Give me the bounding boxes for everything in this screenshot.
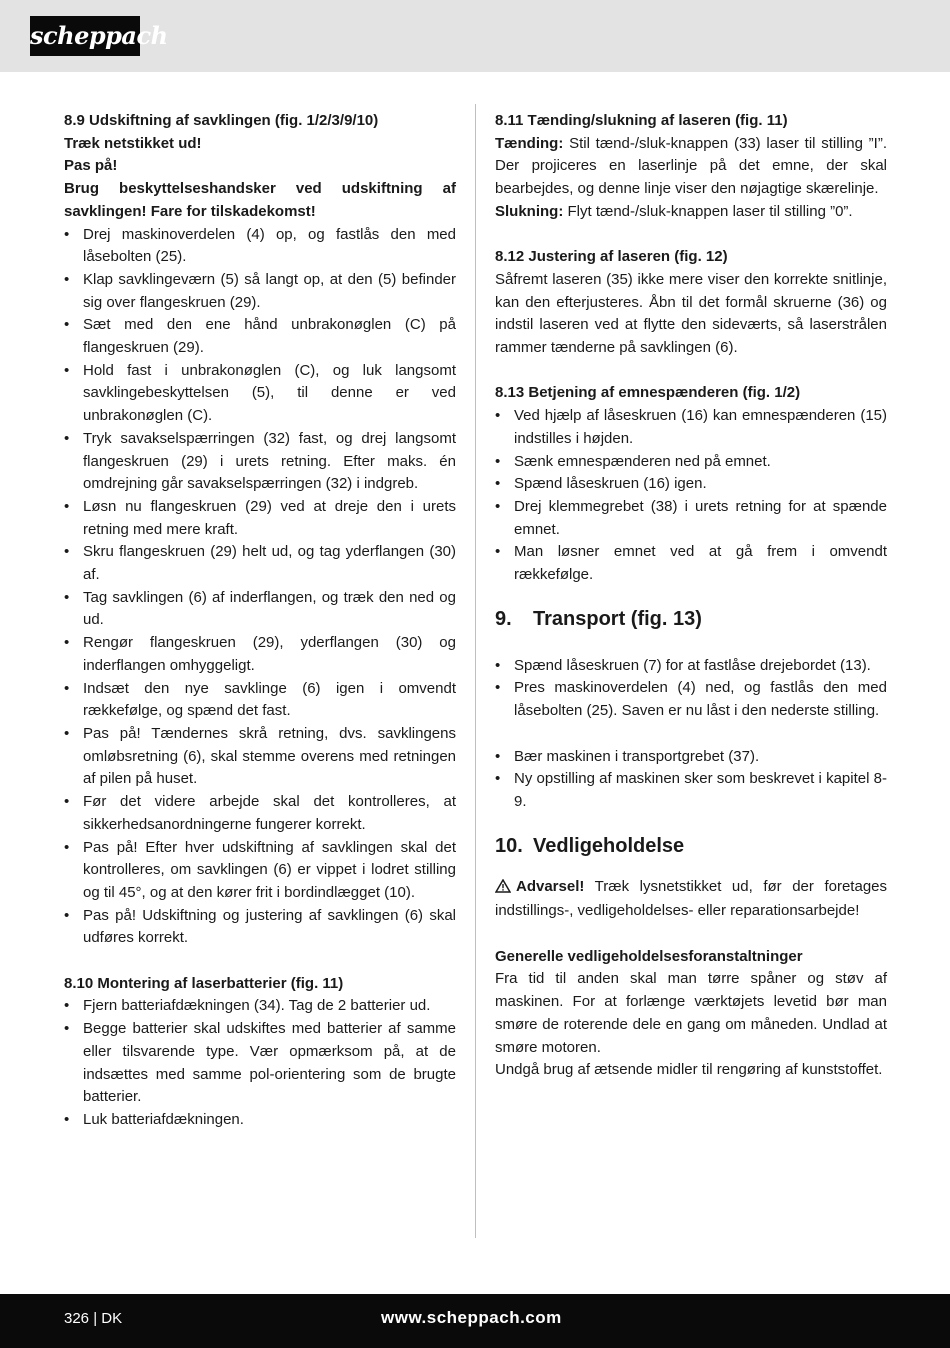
section-8-13-title: 8.13 Betjening af emnespænderen (fig. 1/2) (495, 384, 801, 402)
section-9-number: 9. (495, 607, 512, 630)
left-column (64, 110, 456, 1132)
section-8-12-title: 8.12 Justering af laseren (fig. 12) (495, 248, 728, 266)
transport-steps-b (495, 746, 887, 814)
list-item: • Tag savklingen (6) af inderflangen, og træk den ned og ud. (64, 587, 456, 632)
list-item: • Begge batterier skal udskiftes med batterier af samme eller tilsvarende type. Vær opmærksom på, at de indsættes med samme pol-orientering som de brugte batterier. (64, 1018, 456, 1109)
list-item: • Spænd låseskruen (7) for at fastlåse drejebordet (13). (495, 655, 887, 678)
warning-label: Advarsel! (516, 877, 585, 895)
section-8-10-title: 8.10 Montering af laserbatterier (fig. 11) (64, 974, 344, 992)
list-item: • Løsn nu flangeskruen (29) ved at dreje den i urets retning med mere kraft. (64, 496, 456, 541)
laser-off-paragraph (495, 201, 887, 224)
laser-adjust-text: Såfremt laseren (35) ikke mere viser den korrekte snitlinje, kan den efterjusteres. Åbn til det formål skruerne (36) og indstil laseren ved at flytte den sideværts, så laserstrålen rammer tænderne på savklingen (6). (495, 270, 887, 357)
list-item: • Ved hjælp af låseskruen (16) kan emnespænderen (15) indstilles i højden. (495, 405, 887, 450)
unplug-warning: Træk netstikket ud! (64, 134, 202, 152)
list-item: • Man løsner emnet ved at gå frem i omvendt rækkefølge. (495, 541, 887, 586)
maintenance-paragraph-1: Fra tid til anden skal man tørre spåner og støv af maskinen. For at forlænge værktøjets levetid bør man smøre de roterende dele en gang om måneden. Undlad at smøre motoren. (495, 970, 887, 1056)
transport-steps-a (495, 655, 887, 723)
scheppach-logo: scheppach (30, 16, 140, 56)
list-item: • Drej maskinoverdelen (4) op, og fastlås den med låsebolten (25). (64, 224, 456, 269)
website-link[interactable]: www.scheppach.com (381, 1308, 562, 1327)
list-item: • Pres maskinoverdelen (4) ned, og fastlås den med låsebolten (25). Saven er nu låst i den nederste stilling. (495, 677, 887, 722)
warning-text: Træk lysnetstikket ud, før der foretages indstillings-, vedligeholdelses- eller reparationsarbejde! (495, 877, 887, 920)
maintenance-subheading: Generelle vedligeholdelsesforanstaltninger (495, 947, 803, 965)
column-divider (475, 104, 476, 1238)
list-item: • Tryk savakselspærringen (32) fast, og drej langsomt flangeskruen (29) i urets retning. Efter maks. én omdrejning går savakselspærringen (32) i indgreb. (64, 428, 456, 496)
list-item: • Pas på! Udskiftning og justering af savklingen (6) skal udføres korrekt. (64, 905, 456, 950)
page-number: 326 | DK (64, 1310, 123, 1327)
gloves-warning: Brug beskyttelseshandsker ved udskiftning af savklingen! Fare for tilskadekomst! (64, 180, 456, 220)
list-item: • Før det videre arbejde skal det kontrolleres, at sikkerhedsanordningerne fungerer korrekt. (64, 791, 456, 836)
laser-on-paragraph (495, 133, 887, 201)
laser-battery-steps (64, 995, 456, 1131)
list-item: • Pas på! Efter hver udskiftning af savklingen skal det kontrolleres, om savklingen (6) er vippet i lodret stilling og til 45°, og at den kører frit i bordindlægget (10). (64, 837, 456, 905)
blade-change-steps (64, 224, 456, 951)
list-item: • Bær maskinen i transportgrebet (37). (495, 746, 887, 769)
list-item: • Indsæt den nye savklinge (6) igen i omvendt rækkefølge, og spænd det fast. (64, 678, 456, 723)
list-item: • Spænd låseskruen (16) igen. (495, 473, 887, 496)
section-8-11-title: 8.11 Tænding/slukning af laseren (fig. 11) (495, 112, 788, 129)
list-item: • Pas på! Tændernes skrå retning, dvs. savklingens omløbsretning (6), skal stemme overens med retningen af pilen på huset. (64, 723, 456, 791)
list-item: • Fjern batteriafdækningen (34). Tag de 2 batterier ud. (64, 995, 456, 1018)
list-item: • Ny opstilling af maskinen sker som beskrevet i kapitel 8-9. (495, 768, 887, 813)
laser-on-text: Stil tænd-/sluk-knappen (33) laser til stilling ”I”. Der projiceres en laserlinje på det emne, der skal bearbejdes, og denne linje viser den nøjagtige skærelinje. (495, 134, 887, 198)
list-item: • Sænk emnespænderen ned på emnet. (495, 451, 887, 474)
list-item: • Rengør flangeskruen (29), yderflangen (30) og inderflangen omhyggeligt. (64, 632, 456, 677)
header-band (0, 0, 950, 72)
maintenance-paragraph-2: Undgå brug af ætsende midler til rengøring af kunststoffet. (495, 1061, 883, 1079)
list-item: • Sæt med den ene hånd unbrakonøglen (C) på flangeskruen (29). (64, 314, 456, 359)
laser-off-text: Flyt tænd-/sluk-knappen laser til stilling ”0”. (563, 202, 853, 220)
caution-label: Pas på! (64, 157, 118, 175)
section-10-title: Vedligeholdelse (533, 834, 685, 857)
maintenance-warning (495, 876, 887, 923)
list-item: • Drej klemmegrebet (38) i urets retning for at spænde emnet. (495, 496, 887, 541)
laser-on-label: Tænding: (495, 134, 564, 152)
laser-off-label: Slukning: (495, 202, 564, 220)
section-8-9-title: 8.9 Udskiftning af savklingen (fig. 1/2/3/9/10) (64, 112, 379, 129)
clamp-steps (495, 405, 887, 587)
section-9-heading (495, 605, 887, 633)
right-column (495, 110, 887, 1082)
section-10-number: 10. (495, 834, 523, 857)
list-item: • Klap savklingeværn (5) så langt op, at den (5) befinder sig over flangeskruen (29). (64, 269, 456, 314)
list-item: • Luk batteriafdækningen. (64, 1109, 456, 1132)
section-10-heading (495, 832, 887, 860)
footer-bar (0, 1294, 950, 1348)
warning-triangle-icon (495, 878, 511, 901)
list-item: • Skru flangeskruen (29) helt ud, og tag yderflangen (30) af. (64, 541, 456, 586)
list-item: • Hold fast i unbrakonøglen (C), og luk langsomt savklingebeskyttelsen (5), til denne er ved unbrakonøglen (C). (64, 360, 456, 428)
section-9-title: Transport (fig. 13) (533, 607, 702, 630)
